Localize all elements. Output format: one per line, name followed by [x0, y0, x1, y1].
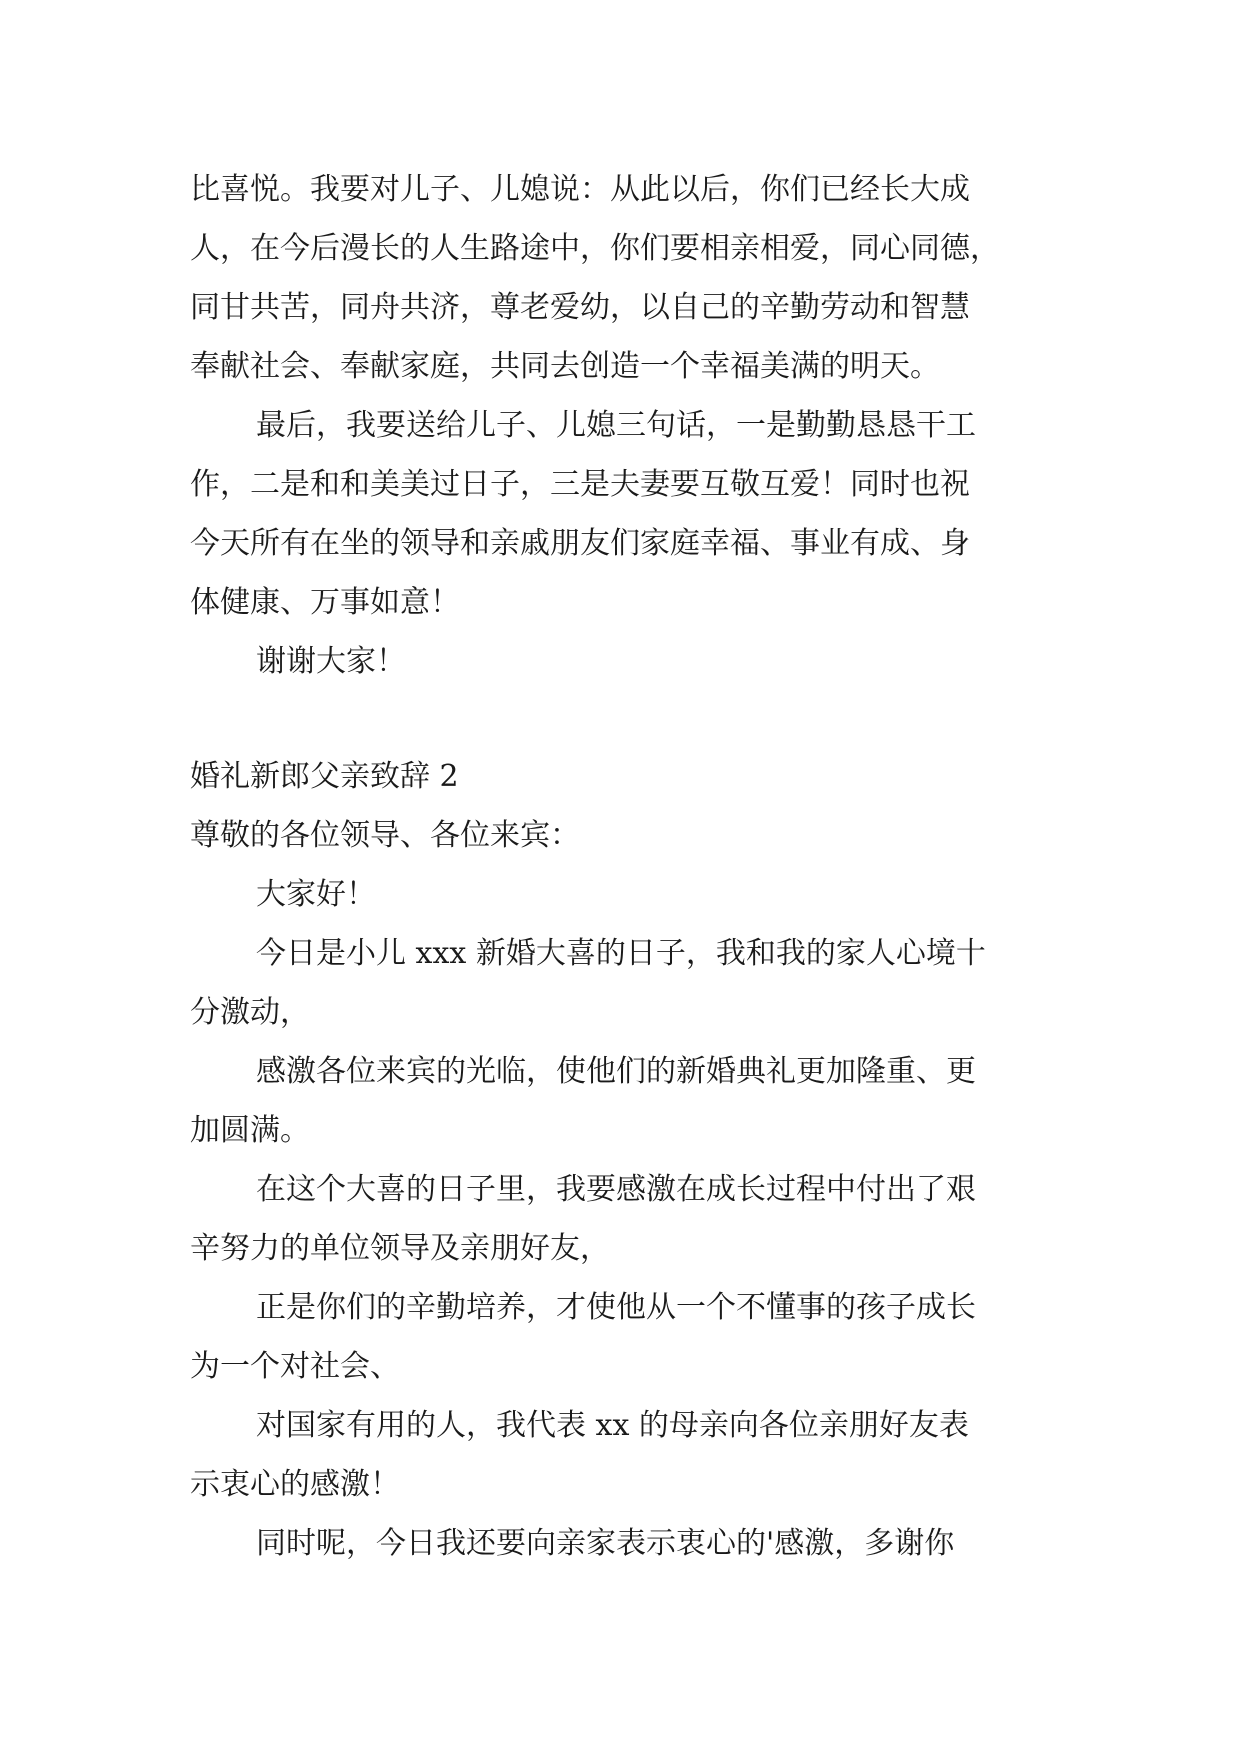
- text-line: 为一个对社会、: [190, 1349, 400, 1384]
- paragraph-thanks: 谢谢大家！: [256, 644, 406, 679]
- paragraph-gratitude: [190, 1396, 1050, 1514]
- paragraph-upbringing: [190, 1278, 1050, 1396]
- text-line: 在这个大喜的日子里，我要感激在成长过程中付出了艰: [256, 1172, 976, 1207]
- text-line: 感激各位来宾的光临，使他们的新婚典礼更加隆重、更: [256, 1054, 976, 1089]
- text-line: 加圆满。: [190, 1113, 310, 1148]
- text-line: 同时呢，今日我还要向亲家表示衷心的'感激，多谢你: [256, 1526, 955, 1561]
- paragraph-closing-wishes: [190, 396, 1050, 632]
- text-line: 作，二是和和美美过日子，三是夫妻要互敬互爱！同时也祝: [190, 467, 970, 502]
- text-line: 人，在今后漫长的人生路途中，你们要相亲相爱，同心同德，: [190, 231, 1000, 266]
- greeting: 大家好！: [256, 877, 376, 912]
- text-line: 示衷心的感激！: [190, 1467, 400, 1502]
- salutation: 尊敬的各位领导、各位来宾：: [190, 818, 580, 853]
- text-line: 分激动，: [190, 995, 310, 1030]
- text-line: 正是你们的辛勤培养，才使他从一个不懂事的孩子成长: [256, 1290, 976, 1325]
- text-line: 奉献社会、奉献家庭，共同去创造一个幸福美满的明天。: [190, 349, 940, 384]
- paragraph-in-laws: [190, 1514, 1050, 1573]
- text-line: 今天所有在坐的领导和亲戚朋友们家庭幸福、事业有成、身: [190, 526, 970, 561]
- paragraph-thank-guests: [190, 1042, 1050, 1160]
- text-line: 同甘共苦，同舟共济，尊老爱幼，以自己的辛勤劳动和智慧: [190, 290, 970, 325]
- text-line: 今日是小儿 xxx 新婚大喜的日子，我和我的家人心境十: [256, 936, 986, 971]
- paragraph-thank-leaders: [190, 1160, 1050, 1278]
- text-line: 比喜悦。我要对儿子、儿媳说：从此以后，你们已经长大成: [190, 172, 970, 207]
- text-line: 辛努力的单位领导及亲朋好友，: [190, 1231, 610, 1266]
- paragraph-continued: [190, 160, 1050, 396]
- text-line: 对国家有用的人，我代表 xx 的母亲向各位亲朋好友表: [256, 1408, 969, 1443]
- paragraph-wedding-day: [190, 924, 1050, 1042]
- document-body: [190, 160, 1050, 1573]
- text-line: 最后，我要送给儿子、儿媳三句话，一是勤勤恳恳干工: [256, 408, 976, 443]
- section-spacer: [190, 691, 1050, 747]
- text-line: 体健康、万事如意！: [190, 585, 460, 620]
- section-title: 婚礼新郎父亲致辞 2: [190, 759, 459, 794]
